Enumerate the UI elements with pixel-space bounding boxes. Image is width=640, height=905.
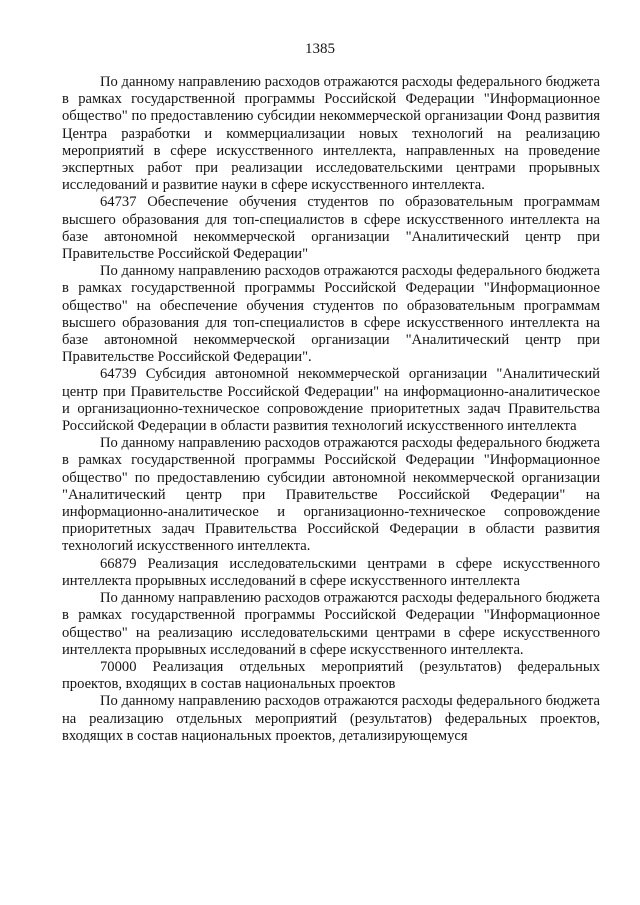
paragraph-8-heading-70000: 70000 Реализация отдельных мероприятий (результатов) федеральных проектов, входящих в состав национальных проектов <box>62 658 600 693</box>
page-number: 1385 <box>305 41 335 57</box>
paragraph-5-description: По данному направлению расходов отражаются расходы федерального бюджета в рамках государственной программы Российской Федерации "Информационное общество" по предоставлению субсидии автономной некоммерческой организации "Аналитический центр при Правительстве Российской Федерации" на информационно-аналитическое и организационно-техническое сопровождение приоритетных задач Правительства Российской Федерации в области развития технологий искусственного интеллекта. <box>62 435 600 555</box>
paragraph-6-heading-66879: 66879 Реализация исследовательскими центрами в сфере искусственного интеллекта прорывных исследований в сфере искусственного интеллекта <box>62 555 600 589</box>
paragraph-3-description: По данному направлению расходов отражаются расходы федерального бюджета в рамках государственной программы Российской Федерации "Информационное общество" на обеспечение обучения студентов по образовательным программам высшего образования для топ-специалистов в сфере искусственного интеллекта на базе автономной некоммерческой организации "Аналитический центр при Правительстве Российской Федерации". <box>62 263 600 366</box>
paragraph-4-heading-64739: 64739 Субсидия автономной некоммерческой организации "Аналитический центр при Правительстве Российской Федерации" на информационно-аналитическое и организационно-техническое сопровождение приоритетных задач Правительства Российской Федерации в области развития технологий искусственного интеллекта <box>62 366 600 435</box>
paragraph-2-heading-64737: 64737 Обеспечение обучения студентов по образовательным программам высшего образования для топ-специалистов в сфере искусственного интеллекта на базе автономной некоммерческой организации "Аналитический центр при Правительстве Российской Федерации" <box>62 194 600 263</box>
paragraph-9-description: По данному направлению расходов отражаются расходы федерального бюджета на реализацию отдельных мероприятий (результатов) федеральных проектов, входящих в состав национальных проектов, детализирующемуся <box>62 693 600 744</box>
paragraph-7-description: По данному направлению расходов отражаются расходы федерального бюджета в рамках государственной программы Российской Федерации "Информационное общество" на реализацию исследовательскими центрами в сфере искусственного интеллекта прорывных исследований в сфере искусственного интеллекта. <box>62 590 600 658</box>
paragraph-1-description: По данному направлению расходов отражаются расходы федерального бюджета в рамках государственной программы Российской Федерации "Информационное общество" по предоставлению субсидии некоммерческой организации Фонд развития Центра разработки и коммерциализации новых технологий на реализацию мероприятий в сфере искусственного интеллекта, направленных на проведение экспертных работ при реализации исследовательскими центрами прорывных исследований и развитие науки в сфере искусственного интеллекта. <box>62 74 600 194</box>
document-body <box>62 74 600 745</box>
